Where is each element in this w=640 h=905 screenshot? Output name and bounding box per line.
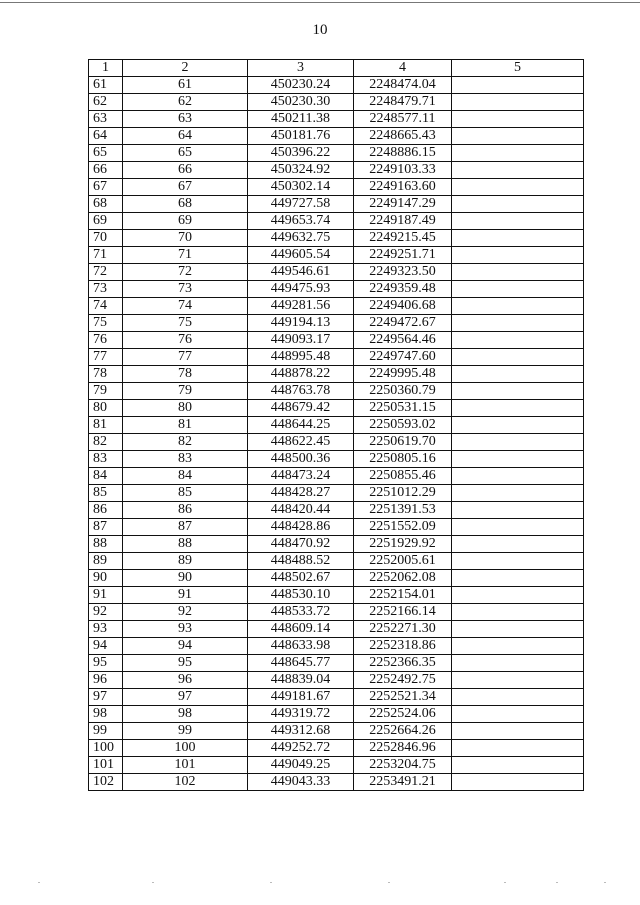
table-cell-col-5 [452, 536, 584, 553]
table-cell-col-5 [452, 315, 584, 332]
table-cell-col-2: 100 [123, 740, 248, 757]
table-cell-col-4: 2252521.34 [354, 689, 452, 706]
table-cell-col-3: 448878.22 [248, 366, 354, 383]
table-row [89, 485, 584, 502]
table-cell-col-1: 79 [89, 383, 123, 400]
table-row [89, 723, 584, 740]
table-cell-col-1: 66 [89, 162, 123, 179]
table-row [89, 689, 584, 706]
table-cell-col-5 [452, 332, 584, 349]
table-cell-col-1: 80 [89, 400, 123, 417]
table-cell-col-1: 100 [89, 740, 123, 757]
table-cell-col-2: 87 [123, 519, 248, 536]
table-cell-col-2: 85 [123, 485, 248, 502]
table-row [89, 145, 584, 162]
table-cell-col-3: 449252.72 [248, 740, 354, 757]
table-cell-col-5 [452, 723, 584, 740]
table-cell-col-3: 449727.58 [248, 196, 354, 213]
table-cell-col-5 [452, 570, 584, 587]
scan-dot [270, 882, 272, 883]
table-cell-col-4: 2252664.26 [354, 723, 452, 740]
table-cell-col-5 [452, 553, 584, 570]
table-cell-col-1: 69 [89, 213, 123, 230]
table-cell-col-5 [452, 655, 584, 672]
table-cell-col-5 [452, 434, 584, 451]
table-cell-col-3: 448644.25 [248, 417, 354, 434]
table-cell-col-3: 449049.25 [248, 757, 354, 774]
table-cell-col-4: 2252005.61 [354, 553, 452, 570]
table-cell-col-4: 2250360.79 [354, 383, 452, 400]
table-cell-col-3: 449093.17 [248, 332, 354, 349]
table-cell-col-1: 75 [89, 315, 123, 332]
scan-dot [556, 882, 558, 883]
table-row [89, 536, 584, 553]
table-cell-col-5 [452, 145, 584, 162]
table-cell-col-1: 87 [89, 519, 123, 536]
table-cell-col-4: 2249251.71 [354, 247, 452, 264]
table-cell-col-4: 2252271.30 [354, 621, 452, 638]
table-cell-col-1: 94 [89, 638, 123, 655]
table-cell-col-4: 2249406.68 [354, 298, 452, 315]
table-cell-col-1: 92 [89, 604, 123, 621]
table-row [89, 400, 584, 417]
table-row [89, 468, 584, 485]
table-cell-col-2: 92 [123, 604, 248, 621]
scan-dot [38, 882, 40, 883]
table-cell-col-5 [452, 94, 584, 111]
table-cell-col-4: 2249472.67 [354, 315, 452, 332]
table-cell-col-2: 70 [123, 230, 248, 247]
table-cell-col-1: 74 [89, 298, 123, 315]
table-cell-col-4: 2248479.71 [354, 94, 452, 111]
table-row [89, 94, 584, 111]
table-cell-col-5 [452, 451, 584, 468]
table-cell-col-3: 449632.75 [248, 230, 354, 247]
table-cell-col-3: 448622.45 [248, 434, 354, 451]
table-cell-col-3: 448500.36 [248, 451, 354, 468]
table-cell-col-3: 450230.24 [248, 77, 354, 94]
table-cell-col-5 [452, 621, 584, 638]
table-cell-col-4: 2248665.43 [354, 128, 452, 145]
table-cell-col-2: 95 [123, 655, 248, 672]
table-row [89, 247, 584, 264]
table-cell-col-4: 2249747.60 [354, 349, 452, 366]
table-cell-col-5 [452, 502, 584, 519]
table-cell-col-3: 449312.68 [248, 723, 354, 740]
table-row [89, 162, 584, 179]
table-row [89, 383, 584, 400]
table-cell-col-1: 73 [89, 281, 123, 298]
table-cell-col-1: 102 [89, 774, 123, 791]
table-cell-col-3: 449181.67 [248, 689, 354, 706]
header-col-5: 5 [452, 60, 584, 77]
table-cell-col-2: 61 [123, 77, 248, 94]
table-cell-col-4: 2249359.48 [354, 281, 452, 298]
table-cell-col-5 [452, 485, 584, 502]
table-cell-col-3: 448609.14 [248, 621, 354, 638]
table-row [89, 672, 584, 689]
table-row [89, 757, 584, 774]
scan-dot [504, 882, 506, 883]
table-cell-col-5 [452, 604, 584, 621]
table-cell-col-4: 2250619.70 [354, 434, 452, 451]
table-cell-col-1: 89 [89, 553, 123, 570]
table-cell-col-2: 62 [123, 94, 248, 111]
top-border-line [0, 2, 640, 3]
table-cell-col-4: 2252524.06 [354, 706, 452, 723]
table-cell-col-1: 78 [89, 366, 123, 383]
table-cell-col-3: 449605.54 [248, 247, 354, 264]
table-cell-col-4: 2250805.16 [354, 451, 452, 468]
table-row [89, 179, 584, 196]
table-cell-col-2: 90 [123, 570, 248, 587]
table-cell-col-3: 450396.22 [248, 145, 354, 162]
table-cell-col-2: 63 [123, 111, 248, 128]
table-cell-col-4: 2253204.75 [354, 757, 452, 774]
table-cell-col-2: 102 [123, 774, 248, 791]
table-cell-col-5 [452, 230, 584, 247]
table-cell-col-1: 82 [89, 434, 123, 451]
table-row [89, 111, 584, 128]
table-cell-col-2: 83 [123, 451, 248, 468]
table-cell-col-5 [452, 417, 584, 434]
table-cell-col-4: 2248577.11 [354, 111, 452, 128]
table-cell-col-2: 66 [123, 162, 248, 179]
table-cell-col-3: 448763.78 [248, 383, 354, 400]
table-cell-col-4: 2252166.14 [354, 604, 452, 621]
table-cell-col-2: 68 [123, 196, 248, 213]
table-cell-col-4: 2249187.49 [354, 213, 452, 230]
table-cell-col-2: 73 [123, 281, 248, 298]
table-cell-col-1: 63 [89, 111, 123, 128]
table-cell-col-4: 2248474.04 [354, 77, 452, 94]
table-row [89, 281, 584, 298]
table-cell-col-5 [452, 162, 584, 179]
table-cell-col-5 [452, 179, 584, 196]
table-cell-col-4: 2252366.35 [354, 655, 452, 672]
table-cell-col-2: 97 [123, 689, 248, 706]
table-cell-col-1: 95 [89, 655, 123, 672]
table-cell-col-4: 2250855.46 [354, 468, 452, 485]
table-cell-col-2: 67 [123, 179, 248, 196]
table-cell-col-5 [452, 111, 584, 128]
table-cell-col-3: 449043.33 [248, 774, 354, 791]
table-cell-col-4: 2252492.75 [354, 672, 452, 689]
table-cell-col-1: 72 [89, 264, 123, 281]
table-row [89, 298, 584, 315]
table-row [89, 196, 584, 213]
table-cell-col-2: 72 [123, 264, 248, 281]
table-row [89, 655, 584, 672]
page-number: 10 [312, 22, 328, 38]
table-row [89, 451, 584, 468]
table-cell-col-2: 98 [123, 706, 248, 723]
table-cell-col-3: 448679.42 [248, 400, 354, 417]
table-row [89, 587, 584, 604]
table-cell-col-3: 448428.27 [248, 485, 354, 502]
table-cell-col-3: 450211.38 [248, 111, 354, 128]
table-cell-col-5 [452, 519, 584, 536]
scan-dot [604, 882, 606, 883]
table-cell-col-2: 79 [123, 383, 248, 400]
scan-dot [152, 882, 154, 883]
table-cell-col-4: 2251552.09 [354, 519, 452, 536]
table-cell-col-3: 448530.10 [248, 587, 354, 604]
scan-artifacts [0, 878, 640, 888]
table-cell-col-3: 450302.14 [248, 179, 354, 196]
table-cell-col-2: 96 [123, 672, 248, 689]
table-cell-col-1: 62 [89, 94, 123, 111]
table-cell-col-1: 67 [89, 179, 123, 196]
table-cell-col-2: 89 [123, 553, 248, 570]
table-cell-col-1: 86 [89, 502, 123, 519]
table-cell-col-5 [452, 468, 584, 485]
table-row [89, 638, 584, 655]
table-cell-col-1: 98 [89, 706, 123, 723]
table-cell-col-1: 101 [89, 757, 123, 774]
table-row [89, 349, 584, 366]
table-cell-col-1: 91 [89, 587, 123, 604]
table-cell-col-3: 448488.52 [248, 553, 354, 570]
table-cell-col-2: 94 [123, 638, 248, 655]
header-col-3: 3 [248, 60, 354, 77]
table-cell-col-1: 84 [89, 468, 123, 485]
table-header-row [89, 60, 584, 77]
table-cell-col-2: 74 [123, 298, 248, 315]
table-cell-col-3: 449319.72 [248, 706, 354, 723]
table-cell-col-2: 86 [123, 502, 248, 519]
table-cell-col-2: 71 [123, 247, 248, 264]
table-cell-col-4: 2251929.92 [354, 536, 452, 553]
table-cell-col-2: 77 [123, 349, 248, 366]
table-cell-col-3: 448428.86 [248, 519, 354, 536]
table-cell-col-4: 2248886.15 [354, 145, 452, 162]
table-cell-col-2: 84 [123, 468, 248, 485]
table-cell-col-5 [452, 757, 584, 774]
table-row [89, 230, 584, 247]
table-cell-col-5 [452, 77, 584, 94]
table-cell-col-1: 76 [89, 332, 123, 349]
table-cell-col-4: 2249147.29 [354, 196, 452, 213]
table-cell-col-5 [452, 128, 584, 145]
table-cell-col-5 [452, 706, 584, 723]
table-body [89, 77, 584, 791]
table-cell-col-2: 93 [123, 621, 248, 638]
table-cell-col-5 [452, 298, 584, 315]
table-cell-col-3: 450181.76 [248, 128, 354, 145]
table-cell-col-3: 448473.24 [248, 468, 354, 485]
table-row [89, 553, 584, 570]
table-row [89, 740, 584, 757]
header-col-1: 1 [89, 60, 123, 77]
table-cell-col-4: 2252846.96 [354, 740, 452, 757]
table-row [89, 502, 584, 519]
table-row [89, 604, 584, 621]
table-cell-col-5 [452, 672, 584, 689]
table-cell-col-4: 2252062.08 [354, 570, 452, 587]
table-cell-col-5 [452, 689, 584, 706]
table-row [89, 315, 584, 332]
table-cell-col-5 [452, 383, 584, 400]
table-cell-col-2: 78 [123, 366, 248, 383]
table-cell-col-1: 71 [89, 247, 123, 264]
table-row [89, 519, 584, 536]
table-cell-col-1: 99 [89, 723, 123, 740]
table-cell-col-5 [452, 366, 584, 383]
table-row [89, 434, 584, 451]
table-cell-col-3: 450324.92 [248, 162, 354, 179]
table-cell-col-4: 2249103.33 [354, 162, 452, 179]
table-row [89, 128, 584, 145]
table-cell-col-2: 76 [123, 332, 248, 349]
table-row [89, 77, 584, 94]
table-cell-col-1: 70 [89, 230, 123, 247]
table-row [89, 706, 584, 723]
table-row [89, 264, 584, 281]
table-cell-col-4: 2253491.21 [354, 774, 452, 791]
table-cell-col-4: 2249564.46 [354, 332, 452, 349]
table-cell-col-2: 65 [123, 145, 248, 162]
table-cell-col-4: 2252154.01 [354, 587, 452, 604]
table-row [89, 417, 584, 434]
table-cell-col-2: 99 [123, 723, 248, 740]
table-cell-col-1: 83 [89, 451, 123, 468]
table-cell-col-2: 80 [123, 400, 248, 417]
table-cell-col-2: 91 [123, 587, 248, 604]
table-cell-col-2: 69 [123, 213, 248, 230]
table-cell-col-2: 82 [123, 434, 248, 451]
table-cell-col-5 [452, 638, 584, 655]
table-cell-col-3: 449475.93 [248, 281, 354, 298]
table-cell-col-1: 65 [89, 145, 123, 162]
table-cell-col-5 [452, 740, 584, 757]
header-col-4: 4 [354, 60, 452, 77]
table-row [89, 332, 584, 349]
table-cell-col-5 [452, 213, 584, 230]
table-cell-col-5 [452, 349, 584, 366]
table-cell-col-4: 2249323.50 [354, 264, 452, 281]
table-cell-col-1: 85 [89, 485, 123, 502]
table-cell-col-1: 68 [89, 196, 123, 213]
table-cell-col-2: 88 [123, 536, 248, 553]
table-cell-col-1: 97 [89, 689, 123, 706]
table-cell-col-1: 90 [89, 570, 123, 587]
table-cell-col-3: 448633.98 [248, 638, 354, 655]
table-cell-col-4: 2249995.48 [354, 366, 452, 383]
table-cell-col-1: 96 [89, 672, 123, 689]
table-row [89, 366, 584, 383]
table-cell-col-5 [452, 247, 584, 264]
table-cell-col-5 [452, 264, 584, 281]
table-cell-col-1: 64 [89, 128, 123, 145]
table-cell-col-3: 448502.67 [248, 570, 354, 587]
table-cell-col-4: 2249215.45 [354, 230, 452, 247]
scan-dot [388, 882, 390, 883]
table-cell-col-5 [452, 400, 584, 417]
table-cell-col-4: 2250593.02 [354, 417, 452, 434]
table-cell-col-3: 448645.77 [248, 655, 354, 672]
table-cell-col-3: 449653.74 [248, 213, 354, 230]
table-row [89, 570, 584, 587]
table-cell-col-1: 81 [89, 417, 123, 434]
table-cell-col-1: 93 [89, 621, 123, 638]
coordinates-table [88, 59, 584, 791]
table-cell-col-3: 448995.48 [248, 349, 354, 366]
table-cell-col-2: 81 [123, 417, 248, 434]
table-cell-col-4: 2252318.86 [354, 638, 452, 655]
table-cell-col-3: 448533.72 [248, 604, 354, 621]
table-cell-col-5 [452, 587, 584, 604]
table-cell-col-3: 449194.13 [248, 315, 354, 332]
table-cell-col-5 [452, 196, 584, 213]
table-cell-col-4: 2251391.53 [354, 502, 452, 519]
table-cell-col-5 [452, 281, 584, 298]
table-cell-col-3: 449546.61 [248, 264, 354, 281]
table-cell-col-2: 64 [123, 128, 248, 145]
table-cell-col-4: 2249163.60 [354, 179, 452, 196]
table-row [89, 774, 584, 791]
table-cell-col-1: 77 [89, 349, 123, 366]
table-cell-col-3: 448470.92 [248, 536, 354, 553]
table-cell-col-3: 450230.30 [248, 94, 354, 111]
table-cell-col-5 [452, 774, 584, 791]
table-cell-col-3: 449281.56 [248, 298, 354, 315]
table-cell-col-4: 2251012.29 [354, 485, 452, 502]
table-cell-col-3: 448420.44 [248, 502, 354, 519]
table-row [89, 213, 584, 230]
table-cell-col-2: 101 [123, 757, 248, 774]
table-cell-col-3: 448839.04 [248, 672, 354, 689]
table-cell-col-4: 2250531.15 [354, 400, 452, 417]
table-row [89, 621, 584, 638]
table-cell-col-2: 75 [123, 315, 248, 332]
header-col-2: 2 [123, 60, 248, 77]
table-cell-col-1: 61 [89, 77, 123, 94]
table-cell-col-1: 88 [89, 536, 123, 553]
